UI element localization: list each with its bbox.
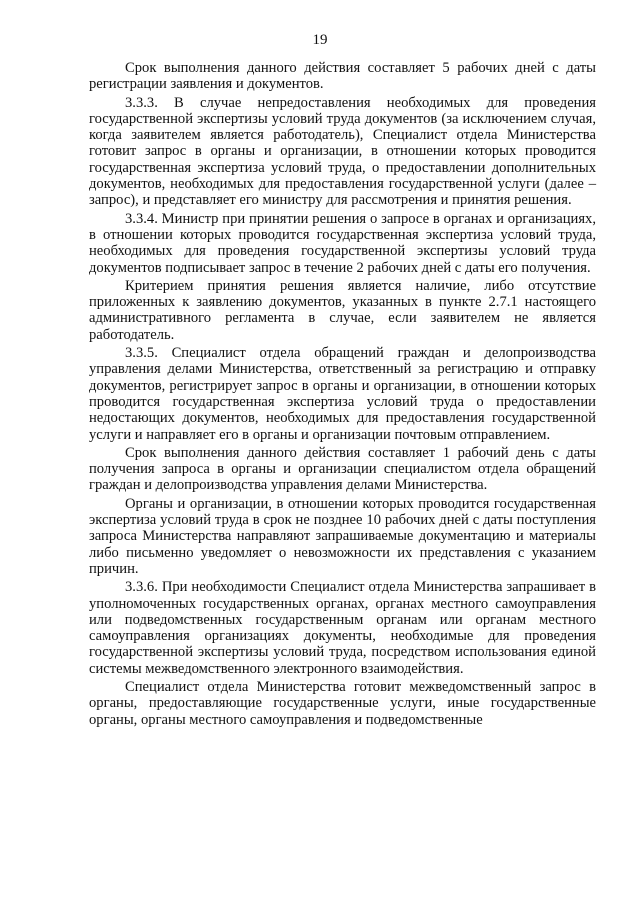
paragraph-deadline-5-days: Срок выполнения данного действия составляет 5 рабочих дней с даты регистрации заявления и документов. bbox=[89, 60, 596, 93]
paragraph-decision-criterion: Критерием принятия решения является наличие, либо отсутствие приложенных к заявлению документов, указанных в пункте 2.7.1 настоящего административного регламента в случае, если заявителем не является работодатель. bbox=[89, 277, 596, 343]
document-body bbox=[89, 60, 596, 730]
paragraph-3-3-6: 3.3.6. При необходимости Специалист отдела Министерства запрашивает в уполномоченных государственных органах, органах местного самоуправления или подведомственных государственным органам или органам местного самоуправления организациях документы, необходимые для проведения государственной экспертизы условий труда, посредством использования единой системы межведомственного электронного взаимодействия. bbox=[89, 579, 596, 677]
page-number: 19 bbox=[312, 32, 328, 48]
paragraph-interagency-request: Специалист отдела Министерства готовит межведомственный запрос в органы, предоставляющие государственные услуги, иные государственные органы, органы местного самоуправления и подведомственные bbox=[89, 678, 596, 728]
paragraph-3-3-3: 3.3.3. В случае непредоставления необходимых для проведения государственной экспертизы условий труда документов (за исключением случая, когда заявителем является работодатель), Специалист отдела Министерства готовит запрос в органы и организации, в отношении которых проводится государственная экспертиза условий труда, о предоставлении дополнительных документов, необходимых для предоставления государственной услуги (далее – запрос), и представляет его министру для рассмотрения и принятия решения. bbox=[89, 94, 596, 209]
paragraph-deadline-1-day: Срок выполнения данного действия составляет 1 рабочий день с даты получения запроса в органы и организации специалистом отдела обращений граждан и делопроизводства управления делами Министерства. bbox=[89, 444, 596, 494]
paragraph-3-3-4: 3.3.4. Министр при принятии решения о запросе в органах и организациях, в отношении которых проводится государственная экспертиза условий труда, необходимых для проведения государственной экспертизы условий труда документов подписывает запрос в течение 2 рабочих дней с даты его получения. bbox=[89, 210, 596, 276]
paragraph-3-3-5: 3.3.5. Специалист отдела обращений граждан и делопроизводства управления делами Министерства, ответственный за регистрацию и отправку документов, регистрирует запрос в органы и организации, в отношении которых проводится государственная экспертиза условий труда о предоставлении недостающих документов, необходимых для предоставления государственной услуги и направляет его в органы и организации почтовым отправлением. bbox=[89, 345, 596, 443]
paragraph-organizations-response: Органы и организации, в отношении которых проводится государственная экспертиза условий труда в срок не позднее 10 рабочих дней с даты поступления запроса Министерства направляют запрашиваемые документацию и материалы либо письменно уведомляет о невозможности их представления с указанием причин. bbox=[89, 495, 596, 577]
